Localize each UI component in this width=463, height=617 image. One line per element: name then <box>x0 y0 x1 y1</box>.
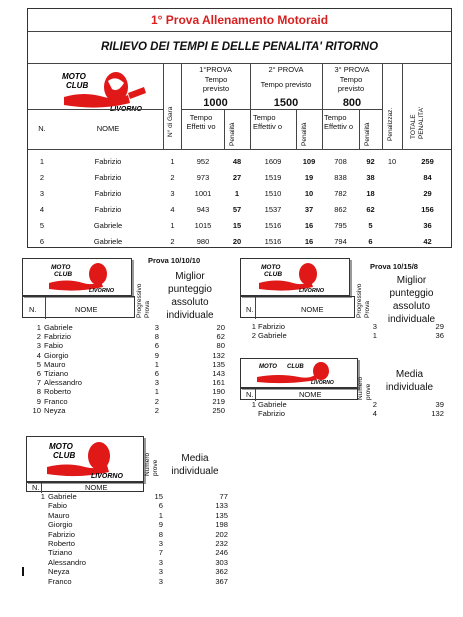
list-item-n: 8 <box>36 387 41 397</box>
list-item-b: 132 <box>431 409 444 419</box>
main-cell-p1: 48 <box>232 157 242 166</box>
list-item-n: 9 <box>36 396 41 406</box>
main-cell-t2: 1519 <box>264 173 282 182</box>
main-cell-p3: 38 <box>366 173 375 182</box>
prova1-tempo: 1000 <box>203 97 228 109</box>
main-cell-p3: 6 <box>368 237 373 246</box>
svg-text:LIVORNO: LIVORNO <box>91 473 123 480</box>
main-cell-p3: 5 <box>368 221 373 230</box>
main-cell-gara: 2 <box>170 173 175 182</box>
list-item-nome: Alessandro <box>44 378 82 388</box>
main-cell-nome: Gabriele <box>93 237 123 246</box>
box-c-logo-frame <box>240 358 358 388</box>
main-cell-t1: 1001 <box>194 189 212 198</box>
prova3-label: 3° PROVA <box>334 65 370 74</box>
list-item-b: 367 <box>215 576 228 586</box>
box-c-head-nome: NOME <box>299 390 322 399</box>
main-cell-tot: 42 <box>423 237 432 246</box>
svg-text:CLUB: CLUB <box>287 364 304 370</box>
main-cell-t2: 1537 <box>264 205 282 214</box>
main-cell-n: 6 <box>39 237 45 246</box>
list-item-n: 1 <box>251 400 256 409</box>
main-cell-t1: 1015 <box>194 221 212 230</box>
box-d-head-nome: NOME <box>85 483 108 492</box>
prova2-tempo-label: Tempo previsto <box>260 80 312 89</box>
list-item-n: 1 <box>36 323 41 332</box>
list-item-nome: Mauro <box>48 510 70 520</box>
main-results-table <box>27 8 452 248</box>
svg-text:MOTO: MOTO <box>49 442 73 451</box>
list-item-a: 2 <box>372 400 377 409</box>
list-item-nome: Neyza <box>44 405 66 415</box>
main-cell-t3: 862 <box>334 205 347 214</box>
list-item-b: 132 <box>212 350 225 360</box>
main-cell-nome: Fabrizio <box>94 205 122 214</box>
list-item-nome: Fabrizio <box>44 332 72 342</box>
main-cell-t1: 952 <box>196 157 210 166</box>
list-item-a: 3 <box>372 322 377 331</box>
main-cell-t3: 794 <box>334 237 347 246</box>
box-d-head <box>26 482 144 492</box>
box-d-head-title: Media individuale <box>171 453 219 477</box>
list-item-nome: Gabriele <box>258 400 287 409</box>
divider <box>28 109 163 110</box>
moto-club-logo <box>56 67 156 122</box>
list-item-n: 4 <box>36 350 41 360</box>
box-b-head-prog: Progressivo Prova <box>356 283 371 318</box>
list-item-a: 6 <box>154 369 159 378</box>
list-item-b: 135 <box>212 359 225 369</box>
main-cell-p1: 20 <box>232 237 242 246</box>
list-item-b: 135 <box>215 510 228 520</box>
box-b-head-n: N. <box>246 305 254 314</box>
list-item-a: 15 <box>154 492 163 501</box>
divider <box>382 63 383 149</box>
list-item-nome: Fabrizio <box>258 322 286 331</box>
list-item-b: 29 <box>435 322 444 331</box>
box-a-head <box>22 296 135 318</box>
list-item-b: 161 <box>212 378 225 388</box>
main-cell-gara: 2 <box>170 237 175 246</box>
list-item-b: 232 <box>215 539 228 548</box>
col-header-n: N. <box>38 124 46 133</box>
list-item-a: 3 <box>158 567 163 577</box>
list-item-b: 36 <box>435 331 444 341</box>
box-d-head-n: N. <box>32 483 40 492</box>
prova2-tempo-eff-header: Tempo Effettiv o <box>253 113 283 131</box>
list-item-n: 2 <box>251 331 256 341</box>
list-item-a: 8 <box>158 529 163 539</box>
main-cell-p1: 27 <box>232 173 242 182</box>
box-c-head-title: Media individuale <box>385 369 434 393</box>
main-subtitle: RILIEVO DEI TEMPI E DELLE PENALITA' RITORNO <box>100 41 379 53</box>
svg-text:CLUB: CLUB <box>264 271 283 278</box>
list-item-nome: Roberto <box>48 539 76 548</box>
list-item-nome: Fabrizio <box>258 409 286 419</box>
main-cell-p2: 16 <box>304 221 314 230</box>
list-item-a: 1 <box>158 510 163 520</box>
list-item-b: 80 <box>216 341 225 351</box>
main-cell-p2: 19 <box>304 173 314 182</box>
divider <box>181 109 382 110</box>
main-cell-nome: Fabrizio <box>94 157 122 166</box>
col-header-totale: TOTALE PENALITA' <box>410 106 425 139</box>
main-cell-nome: Fabrizio <box>94 189 122 198</box>
main-cell-t2: 1510 <box>264 189 282 198</box>
main-title: 1° Prova Allenamento Motoraid <box>150 13 329 27</box>
list-item-nome: Giorgio <box>48 520 73 530</box>
list-item-nome: Giorgio <box>44 350 69 360</box>
main-cell-t3: 782 <box>334 189 347 198</box>
list-item-nome: Fabio <box>48 501 67 511</box>
moto-club-logo <box>23 259 133 295</box>
prova1-penalita-header: Penalità <box>229 122 236 146</box>
svg-text:MOTO: MOTO <box>259 364 277 370</box>
prova1-label: 1°PROVA <box>199 65 232 74</box>
svg-text:LIVORNO: LIVORNO <box>89 288 115 294</box>
list-item-a: 1 <box>154 359 159 369</box>
list-item-b: 202 <box>215 529 228 539</box>
main-cell-t1: 943 <box>196 205 210 214</box>
main-cell-t3: 708 <box>334 157 347 166</box>
svg-text:LIVORNO: LIVORNO <box>311 380 334 386</box>
col-header-penalizz: Penalizzaz. <box>387 107 394 141</box>
prova2-penalita-header: Penalità <box>301 122 308 146</box>
main-cell-t3: 838 <box>334 173 347 182</box>
list-item-nome: Franco <box>44 396 68 406</box>
prova3-tempo: 800 <box>342 97 362 109</box>
list-item-a: 7 <box>158 548 163 558</box>
main-cell-tot: 29 <box>423 189 432 198</box>
main-cell-tot: 36 <box>423 221 432 230</box>
list-item-n: 7 <box>36 378 41 388</box>
box-a-head-n: N. <box>29 305 37 314</box>
list-item-a: 3 <box>158 557 163 567</box>
list-item-nome: Fabio <box>44 341 63 351</box>
list-item-n: 2 <box>36 332 41 342</box>
prova3-penalita-header: Penalità <box>364 122 371 146</box>
svg-text:CLUB: CLUB <box>53 451 76 460</box>
moto-club-logo <box>27 437 145 481</box>
list-item-n: 1 <box>40 492 45 501</box>
prova3-tempo-eff-header: Tempo Effettiv o <box>324 113 354 131</box>
moto-club-logo <box>241 359 359 387</box>
prova3-tempo-label: Tempo previsto <box>337 75 365 93</box>
main-cell-p2: 16 <box>304 237 314 246</box>
list-item-nome: Alessandro <box>48 557 86 567</box>
main-cell-p3: 18 <box>366 189 375 198</box>
list-item-a: 6 <box>158 501 163 511</box>
list-item-a: 1 <box>372 331 377 341</box>
logo-text-club: CLUB <box>66 81 89 90</box>
box-a-head-title: Miglior punteggio assoluto individuale <box>166 271 214 321</box>
main-cell-t2: 1516 <box>264 237 282 246</box>
main-cell-gara: 1 <box>170 157 175 166</box>
main-cell-n: 4 <box>39 205 45 214</box>
main-cell-nome: Fabrizio <box>94 173 122 182</box>
main-cell-p1: 15 <box>232 221 242 230</box>
main-cell-p3: 62 <box>366 205 375 214</box>
list-item-a: 2 <box>154 405 159 415</box>
box-b-head-title: Miglior punteggio assoluto individuale <box>387 275 436 325</box>
list-item-nome: Tiziano <box>48 548 73 558</box>
divider <box>28 149 451 150</box>
main-cell-tot: 84 <box>423 173 432 182</box>
list-item-b: 143 <box>212 369 225 378</box>
col-header-nome: NOME <box>96 124 120 133</box>
list-item-n: 5 <box>36 359 41 369</box>
logo-text-moto: MOTO <box>62 72 86 81</box>
main-cell-nome: Gabriele <box>93 221 123 230</box>
list-item-b: 20 <box>216 323 225 332</box>
list-item-a: 4 <box>372 409 377 419</box>
svg-text:LIVORNO: LIVORNO <box>299 288 325 294</box>
main-cell-p1: 1 <box>234 189 240 198</box>
main-cell-tot: 156 <box>421 205 434 214</box>
main-cell-t2: 1609 <box>264 157 282 166</box>
list-item-n: 3 <box>36 341 41 351</box>
divider <box>163 63 164 149</box>
box-b-prova-label: Prova 10/15/8 <box>370 262 418 271</box>
list-item-nome: Fabrizio <box>48 529 76 539</box>
divider <box>402 63 403 149</box>
box-c-head-prog: Numero prove <box>357 376 372 400</box>
list-item-nome: Gabriele <box>44 323 73 332</box>
main-cell-pen: 10 <box>387 157 397 166</box>
list-item-b: 246 <box>215 548 228 558</box>
list-item-b: 303 <box>215 557 228 567</box>
list-item-b: 250 <box>212 405 225 415</box>
list-item-b: 62 <box>216 332 225 342</box>
prova2-tempo: 1500 <box>273 97 299 109</box>
list-item-nome: Neyza <box>48 567 70 577</box>
main-cell-t3: 795 <box>334 221 347 230</box>
box-b-logo-frame <box>240 258 350 296</box>
list-item-n: 6 <box>36 369 41 378</box>
main-cell-t2: 1516 <box>264 221 282 230</box>
list-item-a: 8 <box>154 332 159 342</box>
box-b-head <box>240 296 355 318</box>
prova1-tempo-label: Tempo previsto <box>202 75 230 93</box>
list-item-b: 133 <box>215 501 228 511</box>
list-item-n: 1 <box>251 322 256 331</box>
list-item-b: 190 <box>212 387 225 397</box>
col-header-gara: N° di Gara <box>167 106 174 137</box>
box-a-logo-frame <box>22 258 132 296</box>
text-cursor-mark <box>22 567 24 576</box>
box-c-head-n: N. <box>246 390 254 399</box>
divider <box>296 109 297 149</box>
main-cell-gara: 3 <box>170 189 175 198</box>
divider <box>224 109 225 149</box>
list-item-nome: Mauro <box>44 359 66 369</box>
main-cell-p3: 92 <box>366 157 375 166</box>
main-cell-p1: 57 <box>232 205 242 214</box>
list-item-a: 3 <box>158 539 163 548</box>
main-cell-gara: 4 <box>170 205 175 214</box>
box-c-head <box>240 388 358 400</box>
divider <box>28 31 451 32</box>
box-a-head-nome: NOME <box>75 305 98 314</box>
list-item-a: 9 <box>158 520 163 530</box>
list-item-b: 39 <box>435 400 444 409</box>
list-item-n: 10 <box>32 405 41 415</box>
main-cell-gara: 1 <box>170 221 175 230</box>
divider <box>28 63 451 64</box>
box-a-head-prog: Progressivo Prova <box>136 283 151 318</box>
svg-text:MOTO: MOTO <box>261 264 281 271</box>
prova2-label: 2° PROVA <box>268 65 304 74</box>
svg-text:MOTO: MOTO <box>51 264 71 271</box>
main-cell-p2: 37 <box>304 205 314 214</box>
list-item-b: 219 <box>212 396 225 406</box>
box-d-logo-frame <box>26 436 144 482</box>
list-item-a: 9 <box>154 350 159 360</box>
main-cell-n: 1 <box>39 157 45 166</box>
list-item-nome: Roberto <box>44 387 72 397</box>
list-item-a: 3 <box>154 323 159 332</box>
main-cell-p2: 109 <box>302 157 316 166</box>
list-item-nome: Tiziano <box>44 369 69 378</box>
box-b-head-nome: NOME <box>301 305 324 314</box>
box-a-prova-label: Prova 10/10/10 <box>148 256 201 265</box>
main-cell-tot: 259 <box>421 157 434 166</box>
prova1-tempo-eff-header: Tempo Effetti vo <box>186 113 216 131</box>
main-cell-n: 3 <box>39 189 45 198</box>
list-item-nome: Franco <box>48 576 72 586</box>
list-item-a: 1 <box>154 387 159 397</box>
list-item-nome: Gabriele <box>48 492 77 501</box>
main-cell-p2: 10 <box>304 189 314 198</box>
list-item-b: 77 <box>219 492 228 501</box>
main-cell-t1: 973 <box>196 173 210 182</box>
divider <box>359 109 360 149</box>
main-cell-n: 2 <box>39 173 45 182</box>
box-d-head-prog: Numero prove <box>144 452 159 476</box>
list-item-a: 3 <box>154 378 159 388</box>
svg-text:CLUB: CLUB <box>54 271 73 278</box>
main-cell-n: 5 <box>39 221 45 230</box>
list-item-a: 6 <box>154 341 159 351</box>
list-item-a: 2 <box>154 396 159 406</box>
list-item-a: 3 <box>158 576 163 586</box>
main-cell-t1: 980 <box>196 237 210 246</box>
moto-club-logo <box>241 259 351 295</box>
list-item-b: 362 <box>215 567 228 577</box>
list-item-nome: Gabriele <box>258 331 287 341</box>
list-item-b: 198 <box>215 520 228 530</box>
